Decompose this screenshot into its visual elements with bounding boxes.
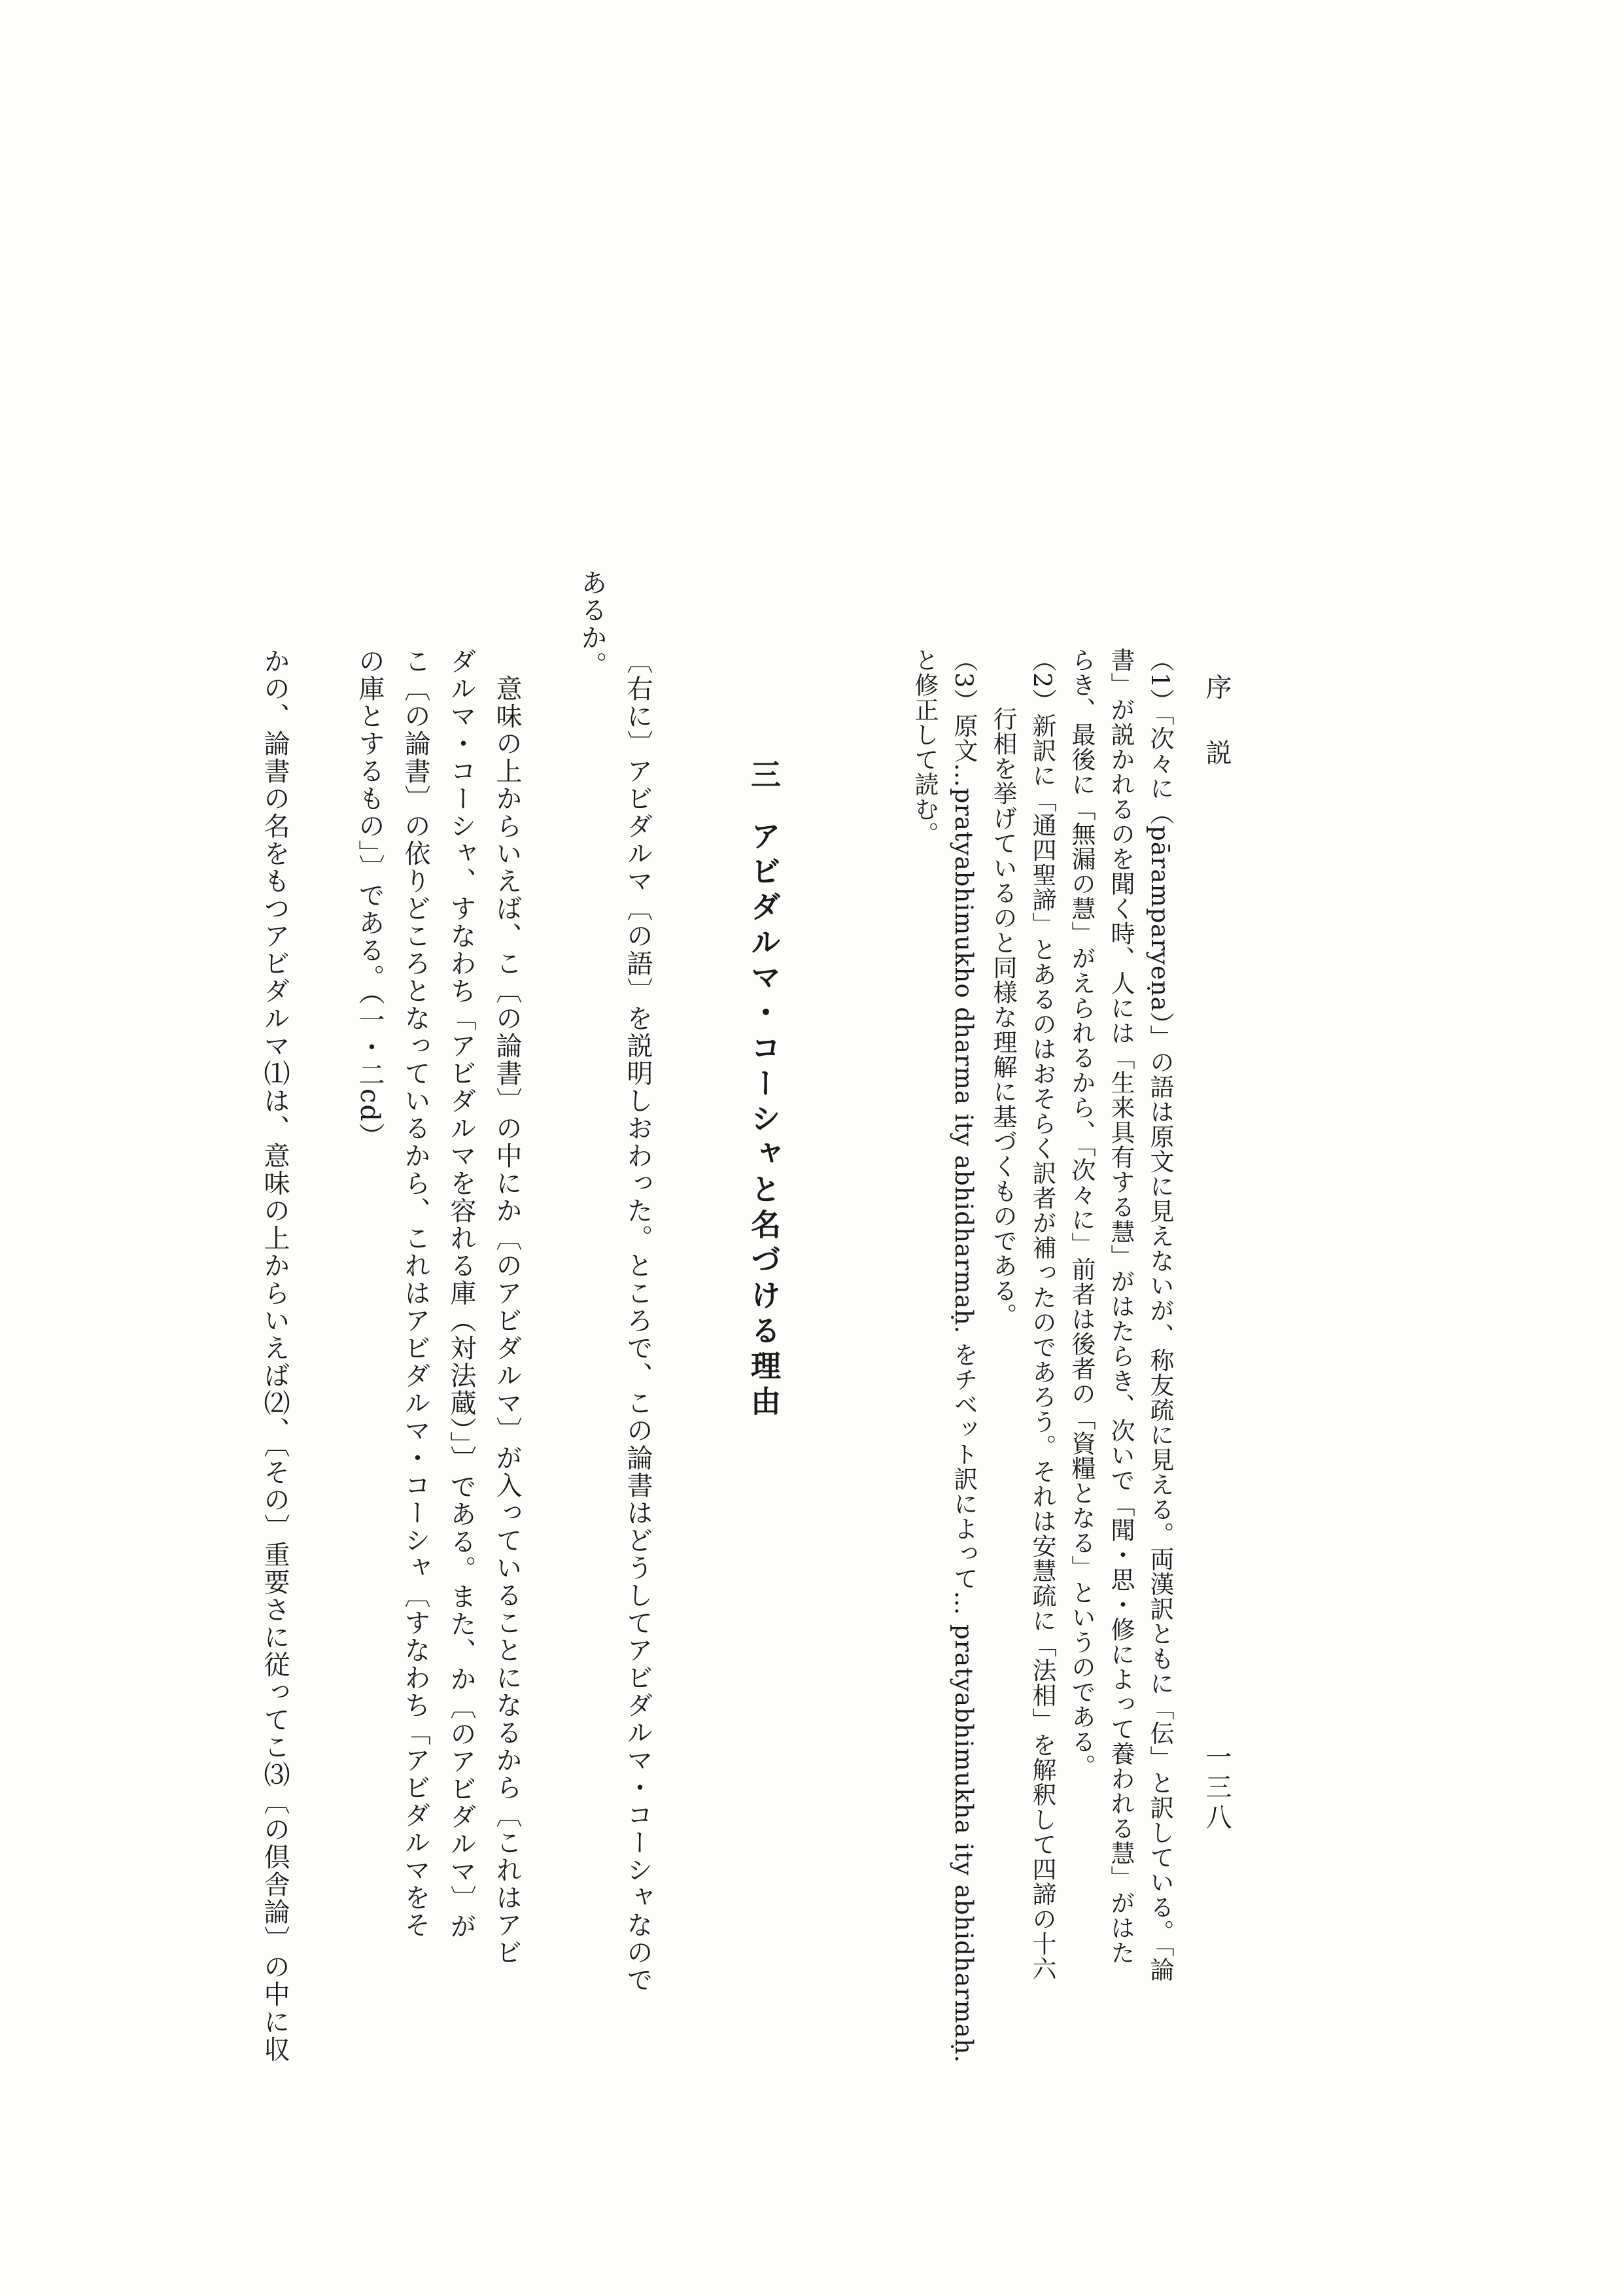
body-line: ダルマ・コーシャ、すなわち「アビダルマを容れる庫（対法蔵）」〕である。また、か〔のアビダルマ〕が bbox=[446, 648, 476, 1940]
note-line: と修正して読む。 bbox=[910, 648, 939, 846]
body-line: 意味の上からいえば、こ〔の論書〕の中にか〔のアビダルマ〕が入っていることになるから〔これはアビ bbox=[492, 648, 522, 1966]
note-line: （1）「次々に（pāramparyeṇa）」の語は原文に見えないが、称友疏に見える。両漢訳ともに「伝」と訳している。「論 bbox=[1146, 648, 1174, 1982]
section-title: アビダルマ・コーシャと名づける理由 bbox=[746, 820, 782, 1421]
note-line: （2）新訳に「通四聖諦」とあるのはおそらく訳者が補ったのであろう。それは安慧疏に「法相」を解釈して四諦の十六 bbox=[1028, 648, 1056, 1981]
note-line: 書」が説かれるのを聞く時、人には「生来具有する慧」がはたらき、次いで「聞・思・修によって養われる慧」がはた bbox=[1107, 648, 1135, 1965]
running-header-title: 序説 bbox=[1201, 674, 1232, 805]
note-line: らき、最後に「無漏の慧」がえられるから、「次々に」前者は後者の「資糧となる」というのである。 bbox=[1067, 648, 1096, 1779]
note-line: （3）原文…pratyabhimukho dharma ity abhidharmaḥ. をチベット訳によって… pratyabhimukha ity abhidharmaḥ. bbox=[950, 648, 978, 2064]
page-number: 一三八 bbox=[1201, 1743, 1232, 1834]
body-line: こ〔の論書〕の依りどころとなっているから、これはアビダルマ・コーシャ〔すなわち「アビダルマをそ bbox=[400, 648, 430, 1939]
body-line: かの、論書の名をもつアビダルマ⑴は、意味の上からいえば⑵、〔その〕重要さに従ってこ⑶〔の倶舎論〕の中に収 bbox=[260, 648, 290, 2063]
section-number: 三 bbox=[746, 759, 782, 794]
section-heading bbox=[746, 759, 782, 1421]
body-line: 〔右に〕アビダルマ〔の語〕を説明しおわった。ところで、この論書はどうしてアビダルマ・コーシャなので bbox=[623, 648, 653, 1994]
body-line: あるか。 bbox=[577, 569, 607, 679]
body-line: の庫とするもの」〕である。（一・二cd） bbox=[354, 648, 385, 1151]
note-line: 行相を挙げているのと同様な理解に基づくものである。 bbox=[989, 706, 1017, 1328]
